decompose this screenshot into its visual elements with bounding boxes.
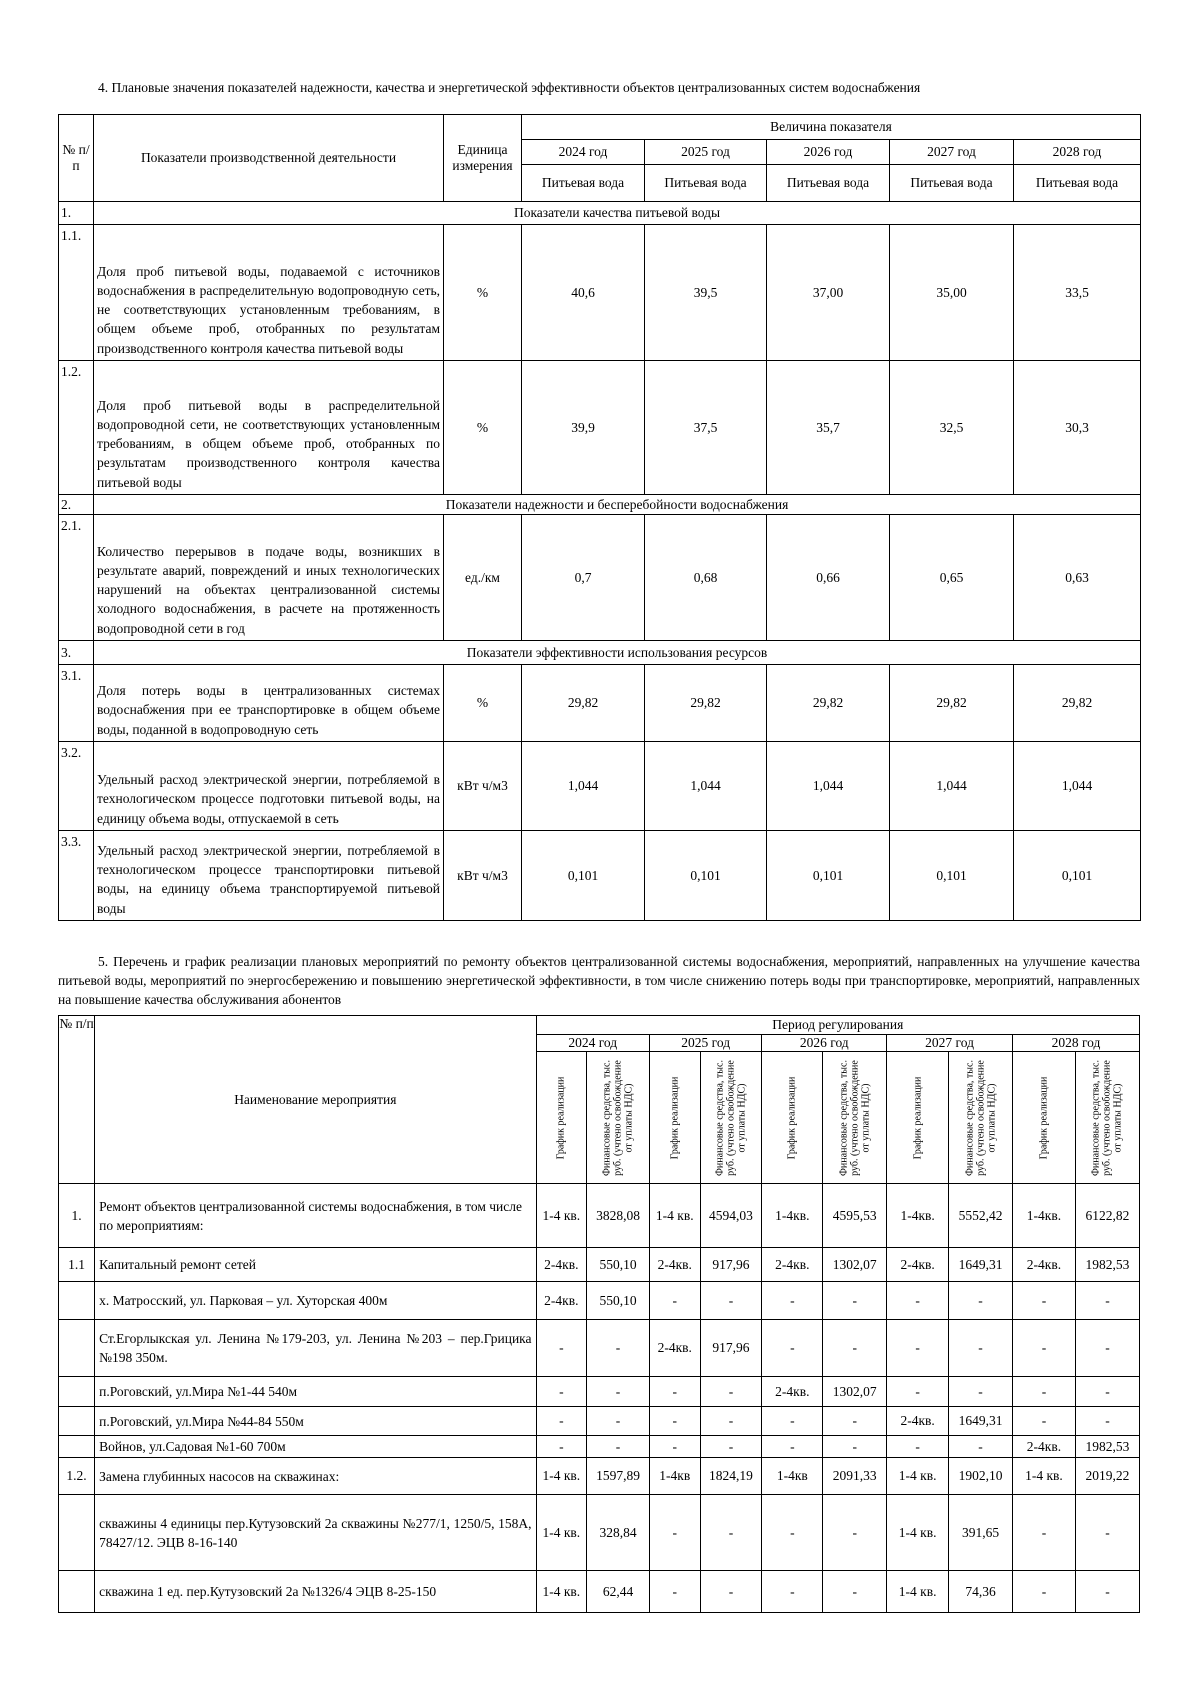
cell: - (1012, 1377, 1075, 1407)
row-value: 1,044 (645, 742, 767, 831)
cell: - (536, 1436, 587, 1458)
cell: 1-4 кв. (887, 1458, 949, 1495)
section5-heading: 5. Перечень и график реализации плановых мероприятий по ремонту объектов централизованной системы водоснабжения, мероприятий, направленных на улучшение качества питьевой воды, мероприятий по энергосбережению и повышению энергетической эффективности, в том числе снижению потерь воды при транспортировке, мероприятий, направленных на повышение качества обслуживания абонентов (58, 954, 1140, 1007)
cell: - (700, 1495, 762, 1571)
row-unit: кВт ч/м3 (444, 831, 522, 921)
row-unit: % (444, 225, 522, 361)
row-num (59, 1436, 95, 1458)
cell: - (587, 1320, 650, 1377)
row-value: 0,68 (645, 515, 767, 641)
header-water: Питьевая вода (1014, 165, 1141, 202)
row-num (59, 1407, 95, 1436)
row-text: Количество перерывов в подаче воды, возникших в результате аварий, повреждений и иных технологических нарушений на объектах централизованной системы холодного водоснабжения, в расчете на протяженность водопроводной сети в год (94, 515, 444, 641)
indicators-table (58, 114, 1141, 921)
cell: 2091,33 (823, 1458, 887, 1495)
cell: 328,84 (587, 1495, 650, 1571)
row-text: Доля проб питьевой воды в распределительной водопроводной сети, не соответствующих установленным требованиям, в общем объеме проб, отобранных по результатам производственного контроля качества питьевой воды (94, 361, 444, 495)
cell: 1-4 кв. (536, 1571, 587, 1613)
header-year: 2027 год (890, 140, 1014, 165)
header-year: 2028 год (1012, 1035, 1139, 1052)
row-value: 33,5 (1014, 225, 1141, 361)
cell: - (823, 1495, 887, 1571)
header-schedule: График реализации (1012, 1052, 1075, 1184)
cell: - (1075, 1377, 1139, 1407)
row-value: 1,044 (1014, 742, 1141, 831)
section-num: 2. (59, 495, 94, 515)
table-row (59, 1407, 1140, 1436)
cell: 3828,08 (587, 1184, 650, 1248)
cell: - (587, 1407, 650, 1436)
cell: - (1012, 1495, 1075, 1571)
section-title: Показатели качества питьевой воды (94, 202, 1141, 225)
cell: - (649, 1407, 700, 1436)
header-water: Питьевая вода (645, 165, 767, 202)
cell: 62,44 (587, 1571, 650, 1613)
header-schedule: График реализации (762, 1052, 823, 1184)
cell: 2-4кв. (649, 1248, 700, 1282)
cell: - (1075, 1571, 1139, 1613)
row-value: 30,3 (1014, 361, 1141, 495)
header-value: Величина показателя (522, 115, 1141, 140)
row-num (59, 1495, 95, 1571)
cell: 2-4кв. (536, 1248, 587, 1282)
row-value: 29,82 (645, 665, 767, 742)
cell: 1-4кв. (1012, 1184, 1075, 1248)
cell: - (536, 1377, 587, 1407)
header-schedule: График реализации (887, 1052, 949, 1184)
cell: - (949, 1436, 1013, 1458)
row-unit: % (444, 665, 522, 742)
row-value: 32,5 (890, 361, 1014, 495)
cell: - (649, 1282, 700, 1320)
row-num (59, 1571, 95, 1613)
cell: - (1075, 1495, 1139, 1571)
table-row (59, 1377, 1140, 1407)
row-value: 1,044 (767, 742, 890, 831)
cell: - (536, 1407, 587, 1436)
cell: 1-4 кв. (536, 1458, 587, 1495)
row-value: 0,101 (1014, 831, 1141, 921)
header-period: Период регулирования (536, 1016, 1139, 1035)
cell: - (1012, 1407, 1075, 1436)
row-name: Ст.Егорлыкская ул. Ленина №179-203, ул. Ленина №203 – пер.Грицика №198 350м. (95, 1320, 536, 1377)
cell: 2-4кв. (649, 1320, 700, 1377)
cell: 4595,53 (823, 1184, 887, 1248)
header-finance: Финансовые средства, тыс. руб. (учтено освобождение от уплаты НДС) (587, 1052, 650, 1184)
cell: - (649, 1377, 700, 1407)
header-name: Наименование мероприятия (95, 1016, 536, 1184)
cell: - (762, 1571, 823, 1613)
header-year: 2026 год (762, 1035, 887, 1052)
cell: - (1012, 1320, 1075, 1377)
header-year: 2024 год (522, 140, 645, 165)
cell: 917,96 (700, 1248, 762, 1282)
cell: - (887, 1436, 949, 1458)
cell: - (762, 1407, 823, 1436)
cell: - (587, 1436, 650, 1458)
header-finance: Финансовые средства, тыс. руб. (учтено освобождение от уплаты НДС) (949, 1052, 1013, 1184)
cell: - (887, 1282, 949, 1320)
table-row (59, 1320, 1140, 1377)
section-num: 3. (59, 641, 94, 665)
header-unit: Единица измерения (444, 115, 522, 202)
row-value: 29,82 (767, 665, 890, 742)
row-value: 40,6 (522, 225, 645, 361)
cell: - (949, 1320, 1013, 1377)
row-value: 0,66 (767, 515, 890, 641)
cell: 550,10 (587, 1282, 650, 1320)
header-water: Питьевая вода (522, 165, 645, 202)
section-title: Показатели эффективности использования ресурсов (94, 641, 1141, 665)
cell: 1-4кв (762, 1458, 823, 1495)
row-value: 1,044 (522, 742, 645, 831)
cell: - (1075, 1407, 1139, 1436)
row-name: п.Роговский, ул.Мира №44-84 550м (95, 1407, 536, 1436)
row-name: Капитальный ремонт сетей (95, 1248, 536, 1282)
cell: 1649,31 (949, 1248, 1013, 1282)
row-text: Удельный расход электрической энергии, потребляемой в технологическом процессе подготовки питьевой воды, на единицу объема воды, отпускаемой в сеть (94, 742, 444, 831)
table-row (59, 1248, 1140, 1282)
row-unit: % (444, 361, 522, 495)
cell: - (1012, 1571, 1075, 1613)
header-finance: Финансовые средства, тыс. руб. (учтено освобождение от уплаты НДС) (1075, 1052, 1139, 1184)
row-value: 37,00 (767, 225, 890, 361)
cell: 2-4кв. (762, 1248, 823, 1282)
cell: - (649, 1495, 700, 1571)
header-indicator: Показатели производственной деятельности (94, 115, 444, 202)
header-year: 2026 год (767, 140, 890, 165)
row-num (59, 1320, 95, 1377)
header-water: Питьевая вода (890, 165, 1014, 202)
cell: - (700, 1436, 762, 1458)
row-value: 0,101 (522, 831, 645, 921)
cell: 2-4кв. (1012, 1436, 1075, 1458)
row-num (59, 1377, 95, 1407)
row-name: скважины 4 единицы пер.Кутузовский 2а скважины №277/1, 1250/5, 158А, 78427/12. ЭЦВ 8-16-140 (95, 1495, 536, 1571)
row-num: 3.1. (59, 665, 94, 742)
row-num: 1.1 (59, 1248, 95, 1282)
cell: 1-4 кв. (536, 1184, 587, 1248)
cell: 1-4 кв. (649, 1184, 700, 1248)
measures-table (58, 1015, 1140, 1613)
table-row (59, 1495, 1140, 1571)
cell: - (1012, 1282, 1075, 1320)
table-row (59, 1282, 1140, 1320)
cell: - (823, 1407, 887, 1436)
cell: 1-4 кв. (1012, 1458, 1075, 1495)
header-year: 2024 год (536, 1035, 649, 1052)
header-year: 2025 год (649, 1035, 761, 1052)
row-name: п.Роговский, ул.Мира №1-44 540м (95, 1377, 536, 1407)
row-value: 29,82 (890, 665, 1014, 742)
cell: - (762, 1320, 823, 1377)
cell: 1-4кв. (887, 1184, 949, 1248)
cell: - (762, 1282, 823, 1320)
cell: 2-4кв. (762, 1377, 823, 1407)
row-value: 0,7 (522, 515, 645, 641)
cell: - (887, 1320, 949, 1377)
cell: 6122,82 (1075, 1184, 1139, 1248)
cell: - (1075, 1320, 1139, 1377)
row-value: 29,82 (1014, 665, 1141, 742)
cell: - (887, 1377, 949, 1407)
cell: - (587, 1377, 650, 1407)
row-unit: кВт ч/м3 (444, 742, 522, 831)
row-num: 1.2. (59, 361, 94, 495)
cell: 1-4 кв. (536, 1495, 587, 1571)
cell: 1982,53 (1075, 1436, 1139, 1458)
row-text: Доля потерь воды в централизованных системах водоснабжения при ее транспортировке в общем объеме воды, поданной в водопроводную сеть (94, 665, 444, 742)
cell: - (700, 1407, 762, 1436)
cell: 391,65 (949, 1495, 1013, 1571)
table-row (59, 1571, 1140, 1613)
row-name: Войнов, ул.Садовая №1-60 700м (95, 1436, 536, 1458)
cell: - (700, 1571, 762, 1613)
row-num: 1.2. (59, 1458, 95, 1495)
section-title: Показатели надежности и бесперебойности водоснабжения (94, 495, 1141, 515)
row-num: 1. (59, 1184, 95, 1248)
table-row (59, 1184, 1140, 1248)
cell: 917,96 (700, 1320, 762, 1377)
cell: - (823, 1320, 887, 1377)
row-value: 39,5 (645, 225, 767, 361)
cell: 1-4 кв. (887, 1495, 949, 1571)
row-value: 0,101 (645, 831, 767, 921)
cell: 1649,31 (949, 1407, 1013, 1436)
cell: - (536, 1320, 587, 1377)
header-year: 2025 год (645, 140, 767, 165)
row-value: 1,044 (890, 742, 1014, 831)
header-schedule: График реализации (649, 1052, 700, 1184)
row-text: Доля проб питьевой воды, подаваемой с источников водоснабжения в распределительную водопроводную сеть, не соответствующих установленным требованиям, в общем объеме проб, отобранных по результатам производственного контроля качества питьевой воды (94, 225, 444, 361)
row-value: 0,101 (767, 831, 890, 921)
cell: 1-4кв (649, 1458, 700, 1495)
cell: 1302,07 (823, 1377, 887, 1407)
cell: 2019,22 (1075, 1458, 1139, 1495)
header-finance: Финансовые средства, тыс. руб. (учтено освобождение от уплаты НДС) (700, 1052, 762, 1184)
table-row (59, 1458, 1140, 1495)
header-year: 2027 год (887, 1035, 1013, 1052)
row-num: 1.1. (59, 225, 94, 361)
cell: 2-4кв. (887, 1407, 949, 1436)
row-num (59, 1282, 95, 1320)
row-value: 29,82 (522, 665, 645, 742)
cell: - (649, 1571, 700, 1613)
row-value: 39,9 (522, 361, 645, 495)
cell: 1302,07 (823, 1248, 887, 1282)
cell: 1824,19 (700, 1458, 762, 1495)
row-value: 37,5 (645, 361, 767, 495)
cell: - (823, 1571, 887, 1613)
section-num: 1. (59, 202, 94, 225)
cell: - (649, 1436, 700, 1458)
cell: - (700, 1282, 762, 1320)
cell: 4594,03 (700, 1184, 762, 1248)
row-value: 0,63 (1014, 515, 1141, 641)
cell: 1982,53 (1075, 1248, 1139, 1282)
row-value: 35,00 (890, 225, 1014, 361)
header-water: Питьевая вода (767, 165, 890, 202)
section4-heading: 4. Плановые значения показателей надежности, качества и энергетической эффективности объектов централизованных систем водоснабжения (98, 80, 921, 95)
cell: - (823, 1282, 887, 1320)
cell: - (949, 1377, 1013, 1407)
cell: - (823, 1436, 887, 1458)
row-name: Замена глубинных насосов на скважинах: (95, 1458, 536, 1495)
cell: 5552,42 (949, 1184, 1013, 1248)
cell: 1597,89 (587, 1458, 650, 1495)
cell: 1902,10 (949, 1458, 1013, 1495)
row-value: 0,65 (890, 515, 1014, 641)
cell: - (762, 1495, 823, 1571)
header-finance: Финансовые средства, тыс. руб. (учтено освобождение от уплаты НДС) (823, 1052, 887, 1184)
row-name: х. Матросский, ул. Парковая – ул. Хуторская 400м (95, 1282, 536, 1320)
row-num: 2.1. (59, 515, 94, 641)
cell: - (762, 1436, 823, 1458)
cell: 2-4кв. (887, 1248, 949, 1282)
row-num: 3.2. (59, 742, 94, 831)
header-year: 2028 год (1014, 140, 1141, 165)
row-value: 0,101 (890, 831, 1014, 921)
header-num: № п/п (59, 1016, 95, 1184)
row-unit: ед./км (444, 515, 522, 641)
row-name: скважина 1 ед. пер.Кутузовский 2а №1326/4 ЭЦВ 8-25-150 (95, 1571, 536, 1613)
cell: 550,10 (587, 1248, 650, 1282)
cell: 74,36 (949, 1571, 1013, 1613)
cell: - (700, 1377, 762, 1407)
cell: 2-4кв. (1012, 1248, 1075, 1282)
cell: 2-4кв. (536, 1282, 587, 1320)
cell: 1-4кв. (762, 1184, 823, 1248)
table-row (59, 1436, 1140, 1458)
header-schedule: График реализации (536, 1052, 587, 1184)
row-num: 3.3. (59, 831, 94, 921)
cell: - (949, 1282, 1013, 1320)
row-name: Ремонт объектов централизованной системы водоснабжения, в том числе по мероприятиям: (95, 1184, 536, 1248)
cell: - (1075, 1282, 1139, 1320)
row-value: 35,7 (767, 361, 890, 495)
cell: 1-4 кв. (887, 1571, 949, 1613)
header-num: № п/п (59, 115, 94, 202)
row-text: Удельный расход электрической энергии, потребляемой в технологическом процессе транспортировки питьевой воды, на единицу объема транспортируемой питьевой воды (94, 831, 444, 921)
